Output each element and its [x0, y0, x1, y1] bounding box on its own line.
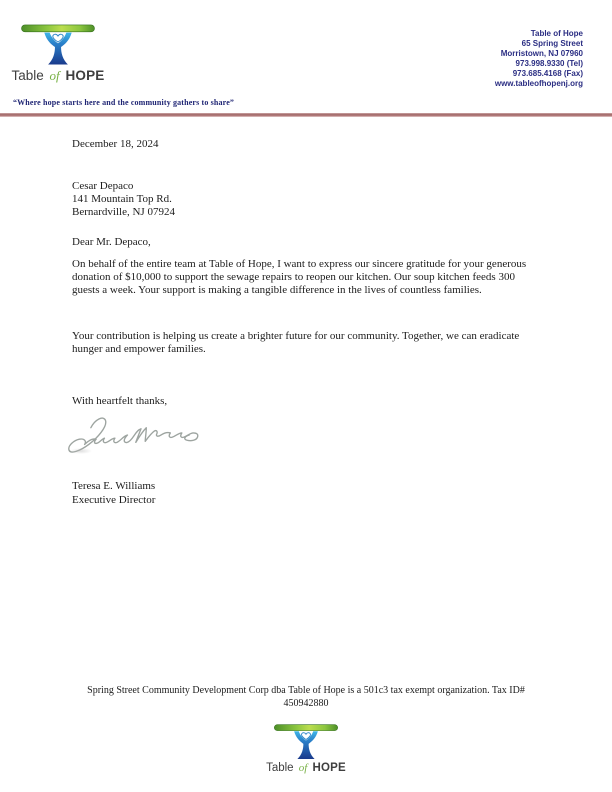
logo-wordmark: [12, 68, 105, 83]
header-divider: [0, 113, 612, 117]
contact-city: Morristown, NJ 07960: [500, 49, 583, 58]
org-contact-block: [495, 29, 583, 89]
contact-fax: 973.685.4168 (Fax): [512, 69, 583, 78]
tax-disclaimer: [66, 684, 546, 710]
table-of-hope-logo-icon: [20, 24, 96, 67]
logo-word-table: Table: [11, 68, 44, 83]
contact-org-name: Table of Hope: [530, 29, 583, 38]
tagline: “Where hope starts here and the community gathers to share”: [13, 98, 235, 107]
body-paragraph-1: On behalf of the entire team at Table of Hope, I want to express our sincere gratitude for your generous donation of $10,000 to support the sewage repairs to reopen our kitchen. Our soup kitchen feeds 300 guests a week. Your support is making a tangible difference in the lives of countless families.: [72, 258, 527, 296]
tax-disclaimer-line1: Spring Street Community Development Corp dba Table of Hope is a 501c3 tax exempt organization. Tax ID#: [87, 685, 525, 696]
org-logo-bottom: [253, 724, 359, 775]
body-paragraph-2: Your contribution is helping us create a brighter future for our community. Together, we can eradicate hunger and empower families.: [72, 330, 520, 355]
logo-word-of: of: [49, 68, 60, 83]
recipient-street: 141 Mountain Top Rd.: [72, 193, 172, 205]
closing-line: With heartfelt thanks,: [72, 395, 168, 407]
signer-name: Teresa E. Williams: [72, 480, 156, 492]
tax-disclaimer-line2: 450942880: [283, 698, 329, 709]
contact-tel: 973.998.9330 (Tel): [515, 59, 583, 68]
logo-word-hope: HOPE: [65, 68, 105, 83]
logo-wordmark: [266, 762, 346, 775]
contact-website: www.tableofhopenj.org: [494, 79, 583, 88]
salutation: Dear Mr. Depaco,: [72, 236, 151, 248]
recipient-name: Cesar Depaco: [72, 180, 134, 192]
contact-street: 65 Spring Street: [521, 39, 583, 48]
logo-word-hope: HOPE: [312, 762, 346, 774]
org-logo-top: [8, 24, 108, 83]
signer-block: [72, 480, 155, 507]
letter-date: December 18, 2024: [72, 138, 159, 150]
ink-smudge: [70, 448, 92, 454]
logo-word-of: of: [298, 762, 308, 774]
signer-title: Executive Director: [72, 493, 156, 506]
logo-word-table: Table: [266, 762, 294, 774]
recipient-block: [72, 180, 175, 219]
recipient-city: Bernardville, NJ 07924: [72, 206, 175, 218]
table-of-hope-logo-icon: [273, 724, 339, 761]
